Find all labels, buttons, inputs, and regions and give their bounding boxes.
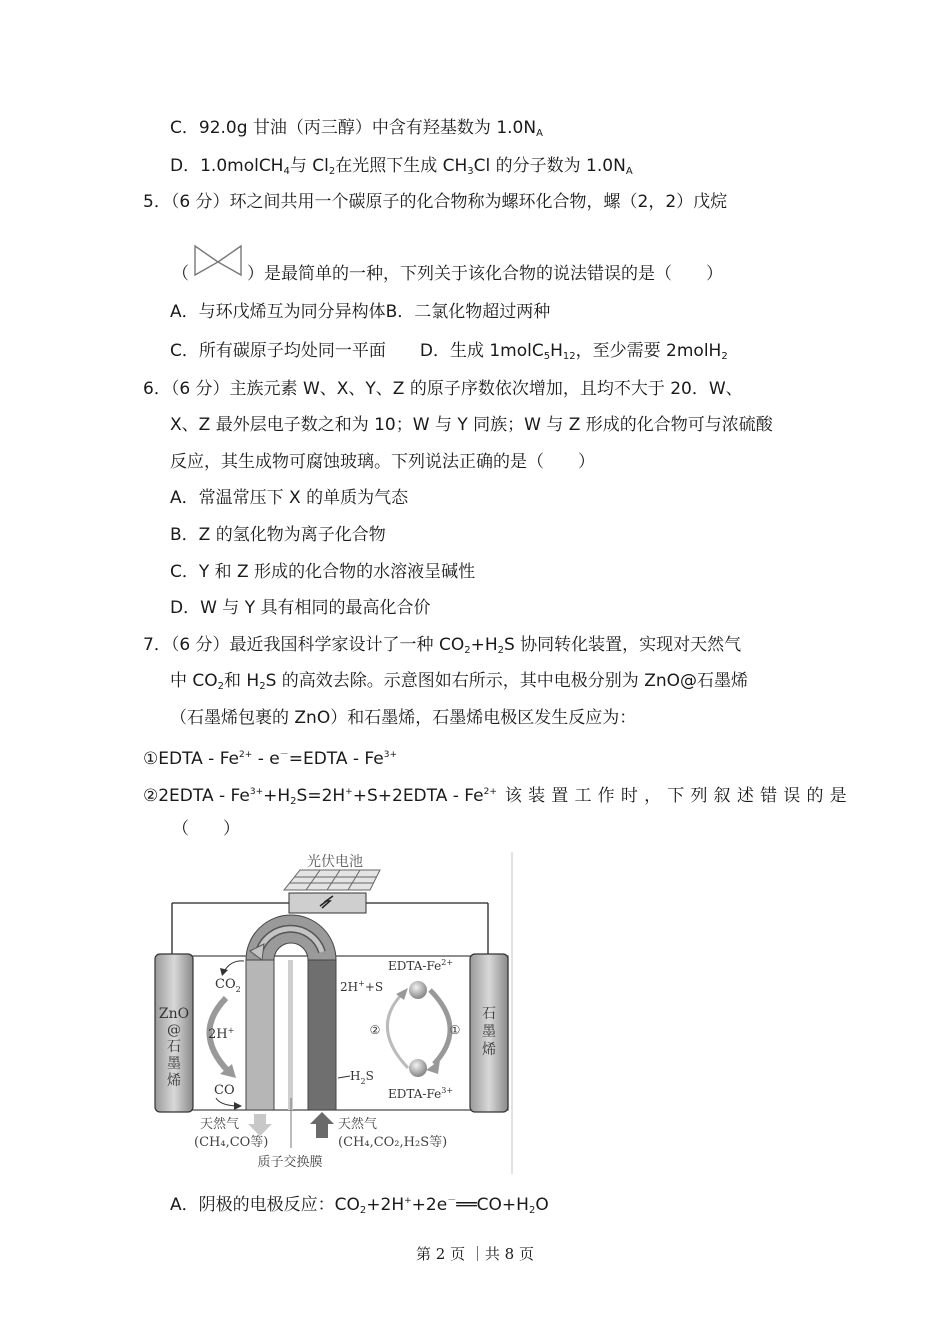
electrode-label: 烯 [167,1073,181,1089]
option-a: A．与环戊烯互为同分异构体 [170,302,386,322]
option-text: A．阴极的电极反应：CO [170,1195,360,1215]
question-text: S 协同转化装置，实现对天然气 [503,635,742,655]
proton-exchange-membrane [288,960,293,1110]
option-text: 1.0molCH [200,156,284,176]
q7-answer-paren: （ ） [172,819,240,839]
subscript: 3 [467,166,474,177]
reaction-text: =EDTA - Fe [288,749,384,769]
edta-fe3-label: EDTA-$Fe^{3+}$ [388,1086,454,1101]
spiropentane-structure-icon [189,259,247,281]
reaction-text: S=2H [296,786,346,806]
subscript: 2 [259,681,266,692]
subscript: 2 [721,351,728,362]
co-label: CO [214,1083,235,1098]
superscript: － [447,1196,457,1206]
q5-stem-line2 [172,259,723,285]
subscript: A [625,166,633,177]
q7-reaction-2 [143,781,853,813]
q5-options-ab [170,301,550,323]
gas-outlet-arrow-icon [248,1114,272,1136]
subscript: 2 [497,645,504,656]
q7-stem-line2 [170,670,748,698]
subscript: 2 [290,796,297,807]
question-text: （6 分）环之间共用一个碳原子的化合物称为螺环化合物，螺（2，2）戊烷 [170,192,728,212]
subscript: 2 [464,645,471,656]
option-text: ══CO+H [456,1195,529,1215]
gas-inlet-label: 天然气 [338,1117,378,1132]
superscript: 3+ [249,787,264,797]
question-text: ）是最简单的一种，下列关于该化合物的说法错误的是（ ） [247,264,723,284]
q6-stem-line1 [143,378,743,400]
q4-option-c [170,117,543,145]
gas-inlet-composition: (CH₄,CO₂,H₂S等) [338,1135,448,1150]
question-text: 该装置工作时，下列叙述错误的是 [504,786,853,806]
edta-fe3-particle [409,1059,427,1077]
question-text: +H [470,635,498,655]
page-footer: 第 2 页 ｜共 8 页 [416,1245,534,1263]
question-number: 5． [143,192,171,212]
electrode-label: ZnO [158,1006,190,1022]
q5-options-cd [170,340,728,368]
gas-outlet-composition: (CH₄,CO等) [194,1135,269,1150]
option-text: Cl 的分子数为 1.0N [473,156,626,176]
subscript: A [536,128,543,139]
electrolysis-apparatus-diagram [150,848,520,1178]
option-label: D． [170,156,201,176]
option-text: 与 Cl [289,156,329,176]
option-text: +2e [411,1195,448,1215]
reaction-text: +S+2EDTA - Fe [352,786,484,806]
reaction-text: +H [263,786,291,806]
solar-panel-icon [284,870,380,890]
subscript: 2 [217,681,225,692]
h2s-label: $H_2S$ [350,1069,374,1086]
option-text: 92.0g 甘油（丙三醇）中含有羟基数为 1.0N [198,118,537,138]
option-text: O [535,1195,549,1215]
paren: （ [172,264,189,284]
subscript: 2 [528,1205,536,1216]
question-text: （6 分）主族元素 W、X、Y、Z 的原子序数依次增加，且均不大于 20．W、 [170,379,743,399]
step-2-label: ② [369,1023,381,1037]
subscript: 4 [283,166,290,177]
reaction-text: ①EDTA - Fe [143,749,240,769]
electrode-label: 烯 [482,1042,496,1058]
superscript: 2+ [483,787,497,797]
option-b: B．二氯化物超过两种 [385,302,551,322]
question-text: （6 分）最近我国科学家设计了一种 CO [170,635,465,655]
reaction-text: - e [252,749,280,769]
electrode-label: 墨 [167,1056,181,1072]
superscript: 2+ [239,750,253,760]
question-text: 和 H [224,671,260,691]
q6-option-a: A．常温常压下 X 的单质为气态 [170,488,409,508]
q6-option-d: D．W 与 Y 具有相同的最高化合价 [170,598,431,618]
option-label: C． [170,118,199,138]
q6-stem-line3: 反应，其生成物可腐蚀玻璃。下列说法正确的是（ ） [170,452,595,472]
q5-stem-line1 [143,191,727,213]
electrode-label: @ [167,1022,181,1038]
question-number: 7． [143,635,171,655]
proton-label: 2H+ [208,1026,235,1042]
question-text: S 的高效去除。示意图如右所示，其中电极分别为 ZnO@石墨烯 [265,671,748,691]
q7-stem-line3: （石墨烯包裹的 ZnO）和石墨烯，石墨烯电极区发生反应为： [170,708,637,728]
superscript: + [345,787,353,797]
superscript: 3+ [383,750,398,760]
subscript: 5 [543,351,551,362]
option-text: H [550,341,563,361]
electrode-label: 石 [167,1039,181,1055]
option-text: ，至少需要 2molH [575,341,722,361]
question-number: 6． [143,379,171,399]
electrode-label: 石 [482,1006,496,1022]
step-1-label: ① [449,1023,461,1037]
option-text: +2H [366,1195,405,1215]
subscript: 12 [562,351,576,362]
membrane-label: 质子交换膜 [257,1155,323,1170]
gas-outlet-label: 天然气 [200,1117,240,1132]
option-d: D．生成 1molC [419,341,544,361]
q6-stem-line2: X、Z 最外层电子数之和为 10；W 与 Y 同族；W 与 Z 形成的化合物可与浓硫酸 [170,415,773,435]
h-s-product-label: 2H++S [340,979,384,994]
solar-cell-label: 光伏电池 [307,854,363,870]
reaction-text: ②2EDTA - Fe [143,786,250,806]
subscript: 2 [328,166,336,177]
q6-option-b: B．Z 的氢化物为离子化合物 [170,525,386,545]
option-c: C．所有碳原子均处同一平面 [170,341,386,361]
gas-inlet-arrow-icon [310,1112,334,1138]
co2-label: $CO_2$ [215,977,241,994]
superscript: + [404,1196,412,1206]
q4-option-d [170,155,633,183]
edta-fe2-particle [409,981,427,999]
q7-option-a [170,1190,549,1222]
subscript: 2 [359,1205,367,1216]
option-text: 在光照下生成 CH [335,156,468,176]
superscript: － [279,750,289,760]
q7-reaction-1 [143,744,397,770]
q7-stem-line1 [143,634,741,662]
question-text: 中 CO [170,671,218,691]
q6-option-c: C．Y 和 Z 形成的化合物的水溶液呈碱性 [170,562,476,582]
electrode-label: 墨 [482,1024,496,1040]
edta-fe2-label: EDTA-$Fe^{2+}$ [388,958,454,973]
